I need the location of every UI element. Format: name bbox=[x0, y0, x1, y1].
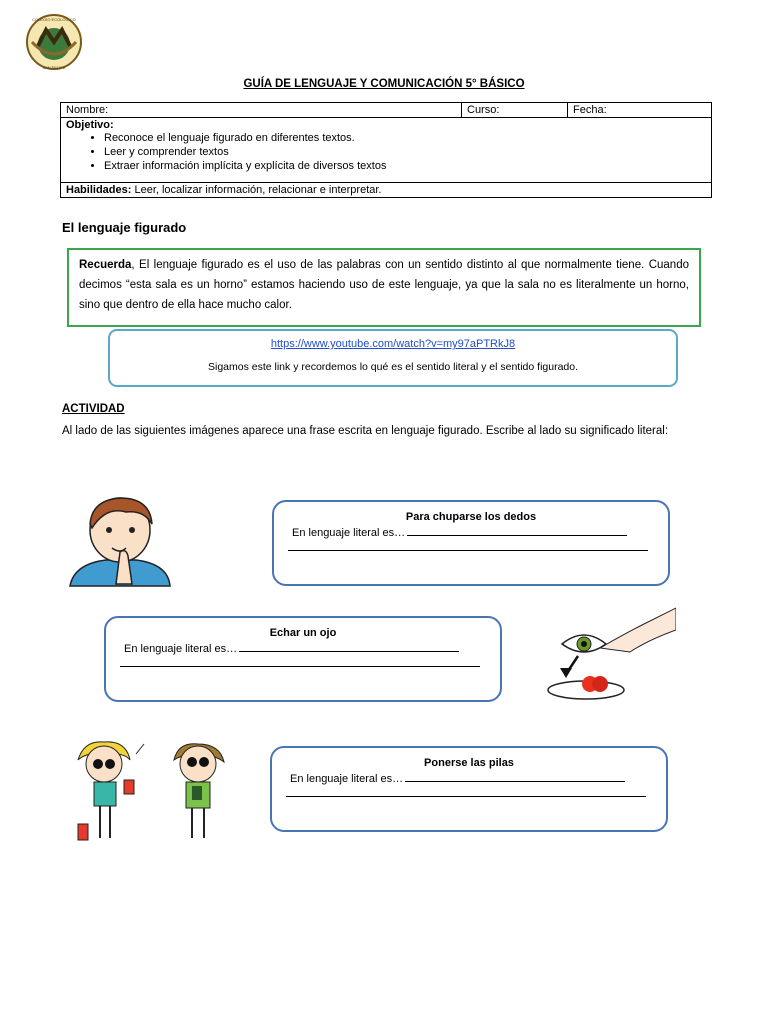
habilidades-label: Habilidades: bbox=[66, 184, 132, 196]
recuerda-bold: Recuerda bbox=[79, 259, 132, 271]
eye-on-plate-image bbox=[544, 604, 676, 704]
answer-line[interactable] bbox=[288, 550, 648, 551]
habilidades-text: Leer, localizar información, relacionar e interpretar. bbox=[131, 184, 382, 196]
item-phrase: Echar un ojo bbox=[269, 627, 337, 639]
school-logo bbox=[24, 12, 84, 72]
link-box bbox=[108, 329, 678, 387]
item-phrase: Para chuparse los dedos bbox=[405, 511, 537, 523]
recuerda-text: , El lenguaje figurado es el uso de las palabras con un sentido distinto al que normalmente tiene. Cuando decimos “esta sala es un horno” estamos haciendo uso de este lenguaje, ya que la sala no es literalmente un horno, sino que dentro de ella hace mucho calor. bbox=[79, 259, 689, 311]
habilidades-cell bbox=[61, 183, 712, 198]
answer-line[interactable] bbox=[286, 796, 646, 797]
fecha-label: Fecha: bbox=[573, 104, 607, 116]
youtube-link[interactable]: https://www.youtube.com/watch?v=my97aPTRkJ8 bbox=[270, 338, 516, 350]
logo-text-bottom: SAN FELIPE bbox=[42, 65, 66, 70]
nombre-label: Nombre: bbox=[66, 104, 109, 116]
info-table bbox=[60, 102, 712, 198]
logo-text-top: COLEGIO ECOLÓGICO bbox=[32, 17, 76, 22]
link-description: Sigamos este link y recordemos lo qué es el sentido literal y el sentido figurado. bbox=[207, 361, 579, 373]
boy-licking-fingers-image bbox=[66, 494, 174, 588]
actividad-instructions: Al lado de las siguientes imágenes aparece una frase escrita en lenguaje figurado. Escribe al lado su significado literal: bbox=[62, 425, 669, 437]
literal-prompt: En lenguaje literal es… bbox=[290, 773, 404, 785]
item-card-1 bbox=[272, 500, 670, 586]
actividad-heading: ACTIVIDAD bbox=[62, 403, 125, 415]
objetivo-item: • Leer y comprender textos bbox=[104, 145, 706, 159]
objetivo-label: Objetivo: bbox=[66, 119, 114, 131]
kids-with-batteries-image bbox=[74, 740, 234, 844]
curso-cell[interactable] bbox=[462, 103, 568, 118]
objetivo-item: • Extraer información implícita y explícita de diversos textos bbox=[104, 159, 706, 173]
section-heading: El lenguaje figurado bbox=[62, 220, 187, 235]
item-phrase: Ponerse las pilas bbox=[424, 757, 514, 769]
page-title: GUÍA DE LENGUAJE Y COMUNICACIÓN 5° BÁSICO bbox=[243, 78, 525, 90]
item-card-3 bbox=[270, 746, 668, 832]
objetivo-cell bbox=[61, 118, 712, 183]
item-card-2 bbox=[104, 616, 502, 702]
curso-label: Curso: bbox=[467, 104, 500, 116]
literal-prompt: En lenguaje literal es… bbox=[292, 527, 406, 539]
literal-answer-line[interactable] bbox=[290, 771, 666, 785]
literal-prompt: En lenguaje literal es… bbox=[124, 643, 238, 655]
fecha-cell[interactable] bbox=[568, 103, 712, 118]
answer-line[interactable] bbox=[120, 666, 480, 667]
recuerda-box bbox=[67, 248, 701, 327]
objetivo-item: • Reconoce el lenguaje figurado en diferentes textos. bbox=[104, 131, 706, 145]
objetivo-list bbox=[66, 131, 706, 173]
nombre-cell[interactable] bbox=[61, 103, 462, 118]
literal-answer-line[interactable] bbox=[124, 641, 500, 655]
literal-answer-line[interactable] bbox=[292, 525, 668, 539]
